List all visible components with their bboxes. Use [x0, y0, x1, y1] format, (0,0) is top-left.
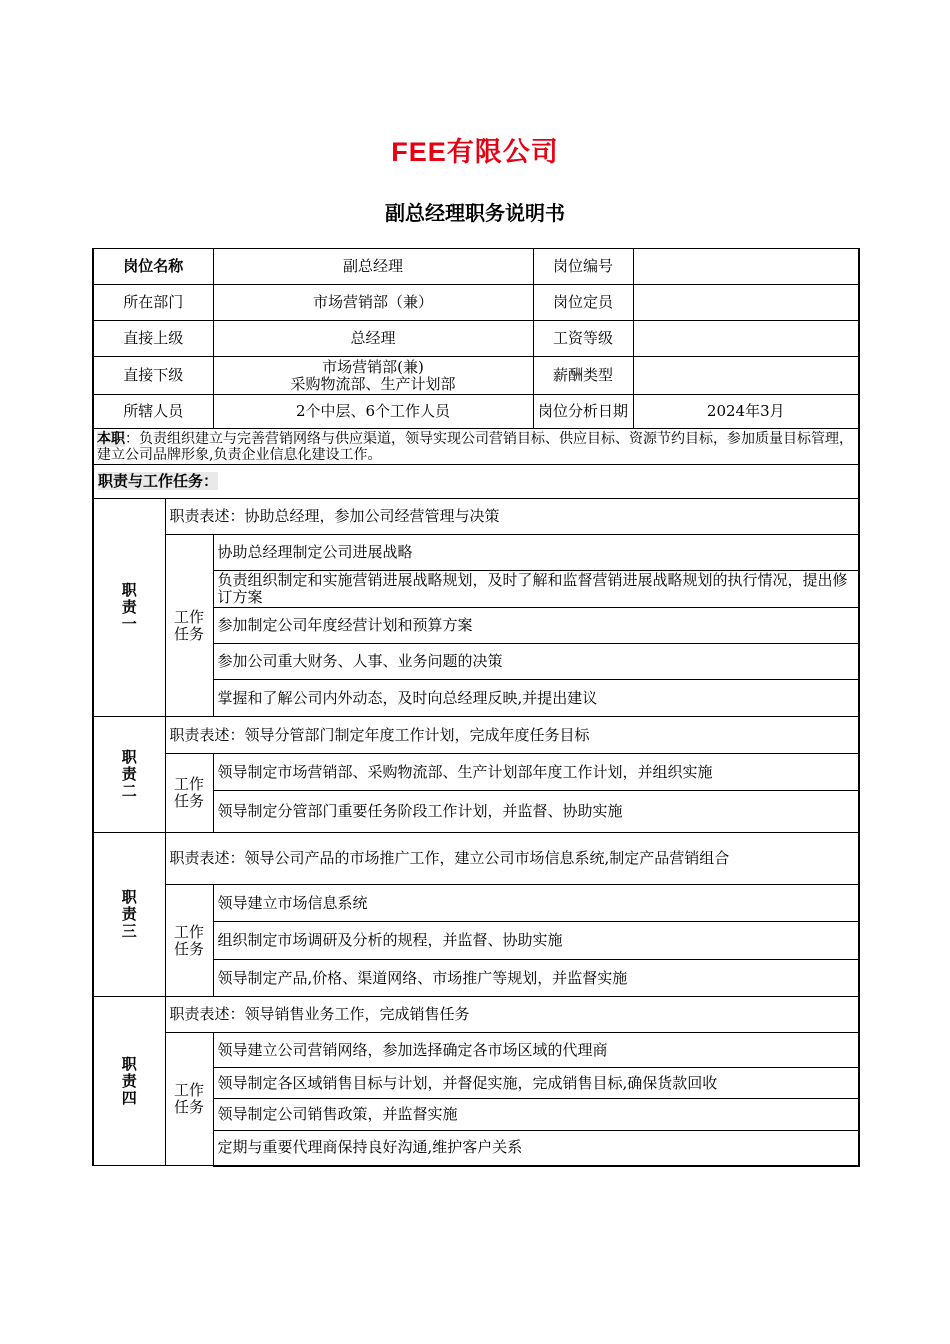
benzhi-row [93, 429, 859, 465]
value-compensation-type [633, 357, 859, 395]
info-row [93, 395, 859, 429]
duty-4-task-4: 定期与重要代理商保持良好沟通,维护客户关系 [213, 1131, 859, 1166]
duty-3-task-2: 组织制定市场调研及分析的规程，并监督、协助实施 [213, 922, 859, 960]
job-description-table [92, 248, 860, 1167]
duty-3-work-task-label: 工作任务 [165, 885, 213, 997]
duty-2-work-task-label: 工作任务 [165, 754, 213, 833]
label-analysis-date: 岗位分析日期 [533, 395, 633, 429]
label-direct-subordinate: 直接下级 [93, 357, 213, 395]
task-row [93, 535, 859, 571]
duty-2-task-1: 领导制定市场营销部、采购物流部、生产计划部年度工作计划，并组织实施 [213, 754, 859, 791]
duty-1-label: 职责一 [93, 499, 165, 717]
duty-2-statement: 职责表述：领导分管部门制定年度工作计划，完成年度任务目标 [165, 717, 859, 754]
duty-3-label: 职责三 [93, 833, 165, 997]
duty-1-statement: 职责表述：协助总经理，参加公司经营管理与决策 [165, 499, 859, 535]
info-row [93, 285, 859, 321]
value-position-name: 副总经理 [213, 249, 533, 285]
label-headcount: 岗位定员 [533, 285, 633, 321]
duty-4-task-2: 领导制定各区域销售目标与计划，并督促实施，完成销售目标,确保货款回收 [213, 1068, 859, 1099]
value-position-code [633, 249, 859, 285]
duty-1-task-4: 参加公司重大财务、人事、业务问题的决策 [213, 644, 859, 680]
duty-3-task-3: 领导制定产品,价格、渠道网络、市场推广等规划，并监督实施 [213, 960, 859, 997]
label-position-code: 岗位编号 [533, 249, 633, 285]
duty-1-task-2: 负责组织制定和实施营销进展战略规划，及时了解和监督营销进展战略规划的执行情况，提出修订方案 [213, 571, 859, 608]
document-title: 副总经理职务说明书 [385, 201, 565, 225]
value-direct-subordinate [213, 357, 533, 395]
label-salary-grade: 工资等级 [533, 321, 633, 357]
duty-3-task-1: 领导建立市场信息系统 [213, 885, 859, 922]
duty-2-label: 职责二 [93, 717, 165, 833]
info-row [93, 357, 859, 395]
value-headcount [633, 285, 859, 321]
task-row [93, 754, 859, 791]
company-name: FEE有限公司 [391, 137, 559, 167]
subordinate-line-1: 市场营销部(兼) [322, 357, 424, 376]
duties-header-label: 职责与工作任务： [98, 472, 219, 490]
info-row [93, 249, 859, 285]
duty-1-work-task-label: 工作任务 [165, 535, 213, 717]
duty-4-work-task-label: 工作任务 [165, 1033, 213, 1166]
duty-2-task-2: 领导制定分管部门重要任务阶段工作计划，并监督、协助实施 [213, 791, 859, 833]
duty-4-label: 职责四 [93, 997, 165, 1166]
benzhi-cell [93, 429, 859, 465]
value-department: 市场营销部（兼） [213, 285, 533, 321]
label-staff: 所辖人员 [93, 395, 213, 429]
value-salary-grade [633, 321, 859, 357]
duty-1-task-5: 掌握和了解公司内外动态，及时向总经理反映,并提出建议 [213, 680, 859, 717]
benzhi-label: 本职 [97, 430, 125, 447]
label-direct-superior: 直接上级 [93, 321, 213, 357]
duty-3-statement: 职责表述：领导公司产品的市场推广工作，建立公司市场信息系统,制定产品营销组合 [165, 833, 859, 885]
subordinate-line-2: 采购物流部、生产计划部 [290, 374, 456, 393]
duty-4-statement: 职责表述：领导销售业务工作，完成销售任务 [165, 997, 859, 1033]
info-row [93, 321, 859, 357]
value-staff: 2个中层、6个工作人员 [213, 395, 533, 429]
duty-statement-row [93, 997, 859, 1033]
duties-header [93, 465, 859, 499]
duty-4-task-3: 领导制定公司销售政策，并监督实施 [213, 1099, 859, 1131]
duty-statement-row [93, 499, 859, 535]
duty-4-task-1: 领导建立公司营销网络，参加选择确定各市场区域的代理商 [213, 1033, 859, 1068]
label-position-name: 岗位名称 [93, 249, 213, 285]
duty-1-task-3: 参加制定公司年度经营计划和预算方案 [213, 608, 859, 644]
duty-statement-row [93, 717, 859, 754]
label-department: 所在部门 [93, 285, 213, 321]
task-row [93, 885, 859, 922]
value-analysis-date: 2024年3月 [633, 395, 859, 429]
benzhi-text: ：负责组织建立与完善营销网络与供应渠道，领导实现公司营销目标、供应目标、资源节约目标，参加质量目标管理，建立公司品牌形象,负责企业信息化建设工作。 [97, 430, 853, 463]
duty-1-task-1: 协助总经理制定公司进展战略 [213, 535, 859, 571]
task-row [93, 1033, 859, 1068]
duties-header-row [93, 465, 859, 499]
label-compensation-type: 薪酬类型 [533, 357, 633, 395]
duty-statement-row [93, 833, 859, 885]
value-direct-superior: 总经理 [213, 321, 533, 357]
